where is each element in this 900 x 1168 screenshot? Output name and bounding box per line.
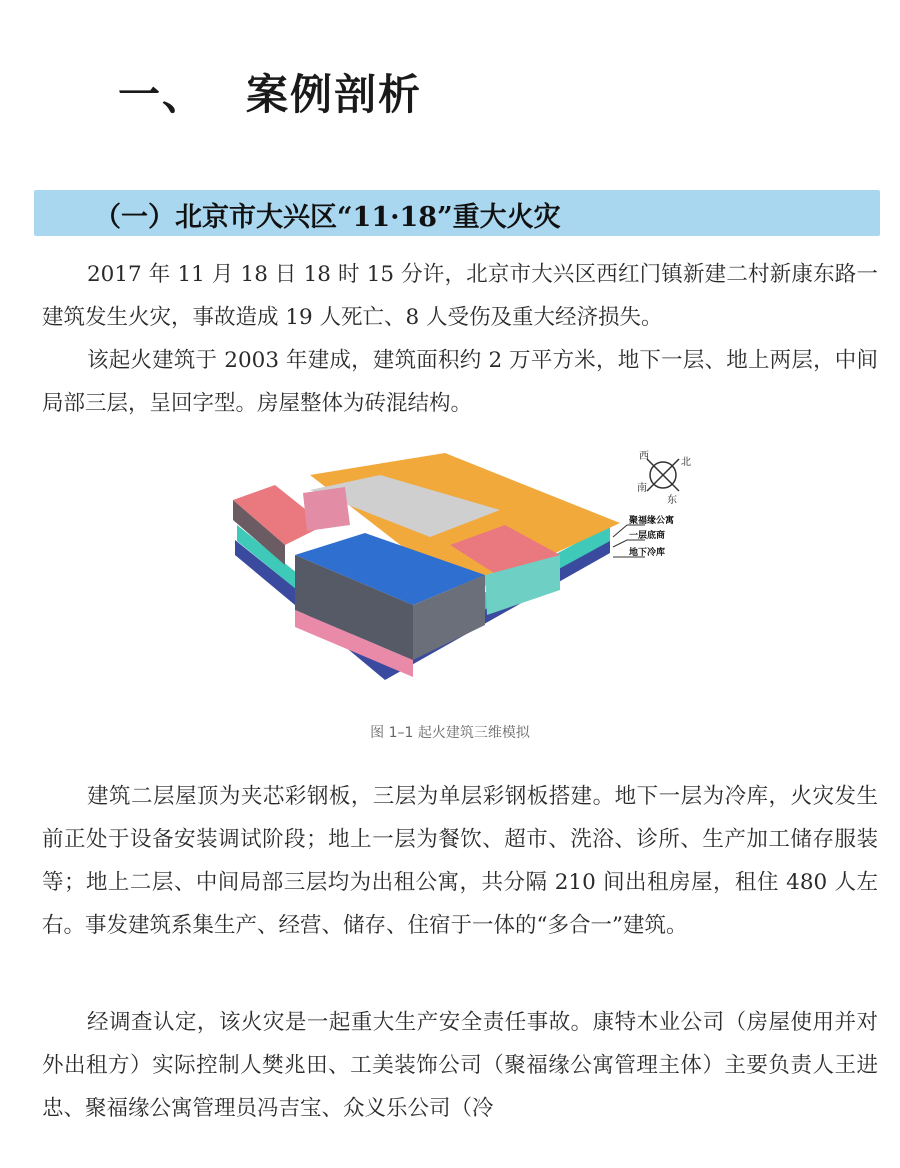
case-title: （一）北京市大兴区“11·18”重大火灾	[94, 202, 561, 233]
floor-labels	[613, 514, 674, 558]
section-number: 一、	[118, 70, 207, 119]
compass-west-label: 西	[639, 451, 649, 462]
paragraph-building-usage: 建筑二层屋顶为夹芯彩钢板，三层为单层彩钢板搭建。地下一层为冷库，火灾发生前正处于设备安装调试阶段；地上一层为餐饮、超市、洗浴、诊所、生产加工储存服装等；地上二层、中间局部三层均为出租公寓，共分隔 210 间出租房屋，租住 480 人左右。事发建筑系集生产、经营、储存、住宿于一体的“多合一”建筑。	[42, 784, 878, 938]
section-heading	[118, 62, 422, 122]
paragraph-building-info: 该起火建筑于 2003 年建成，建筑面积约 2 万平方米，地下一层、地上两层，中间局部三层，呈回字型。房屋整体为砖混结构。	[42, 348, 878, 416]
label-apartment: 聚福缘公寓	[629, 516, 675, 526]
pink-rear-block	[303, 487, 350, 531]
section-title: 案例剖析	[246, 70, 423, 119]
paragraph-incident-summary: 2017 年 11 月 18 日 18 时 15 分许，北京市大兴区西红门镇新建二村新康东路一建筑发生火灾，事故造成 19 人死亡、8 人受伤及重大经济损失。	[42, 262, 878, 330]
compass-south-label: 南	[637, 483, 647, 494]
compass	[637, 450, 691, 506]
building-3d-figure	[215, 445, 710, 707]
figure-caption: 图 1–1 起火建筑三维模拟	[370, 725, 530, 741]
label-basement-cold-storage: 地下冷库	[629, 548, 666, 558]
building-3d-model	[215, 445, 710, 707]
paragraph-investigation: 经调查认定，该火灾是一起重大生产安全责任事故。康特木业公司（房屋使用并对外出租方）实际控制人樊兆田、工美装饰公司（聚福缘公寓管理主体）主要负责人王进忠、聚福缘公寓管理员冯吉宝、众义乐公司（冷	[42, 1010, 878, 1121]
compass-north-label: 北	[681, 457, 691, 468]
label-leader-shops	[613, 540, 645, 547]
compass-east-label: 东	[667, 495, 677, 506]
case-title-banner	[34, 190, 880, 236]
label-first-floor-shops: 一层底商	[629, 531, 666, 541]
